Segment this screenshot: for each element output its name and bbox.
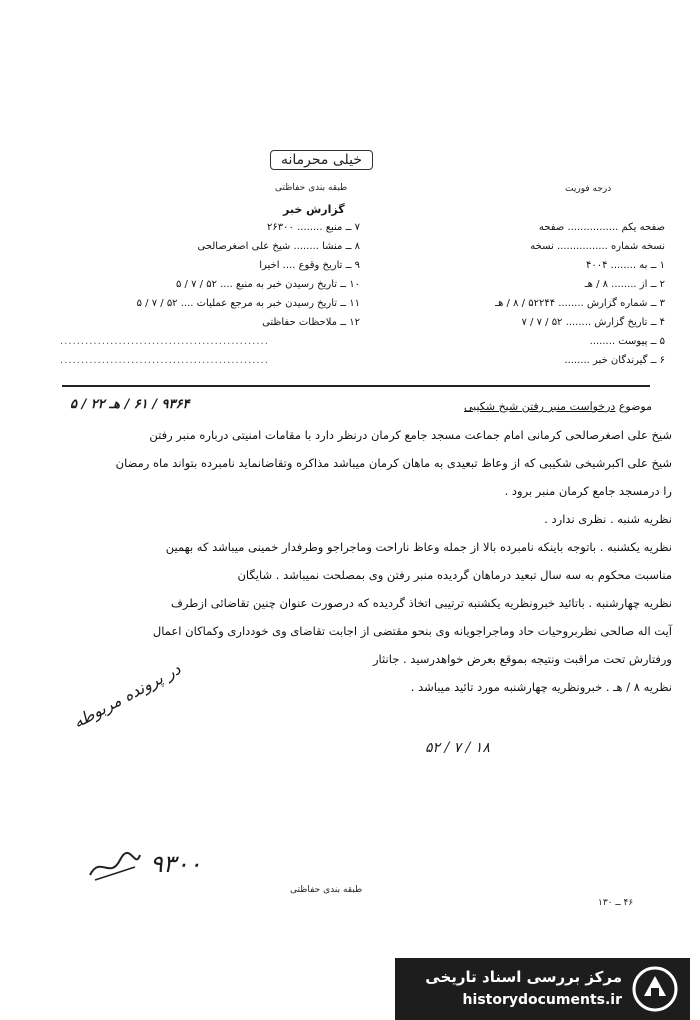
urgency-label: درجه فوریت	[565, 184, 612, 194]
field-line: صفحه یکم ................ صفحه	[538, 222, 665, 233]
watermark-url[interactable]: historydocuments.ir	[462, 992, 622, 1008]
body-line: را درمسجد جامع کرمان منبر برود .	[504, 484, 672, 498]
field-line: ۱۰ ــ تاریخ رسیدن خبر به منبع .... ۵۲ / ۷ / ۵	[175, 279, 360, 290]
report-title: گزارش خبر	[283, 203, 345, 216]
field-line: ۷ ــ منبع ........ ۲۶۳۰۰	[267, 222, 360, 233]
field-line: ۴ ــ تاریخ گزارش ........ ۵۲ / ۷ / ۷	[521, 317, 665, 328]
fields-right	[365, 222, 665, 374]
body-line: نظریه ۸ / هـ . خبرونظریه چهارشنبه مورد تائید میباشد .	[410, 680, 672, 694]
field-line: ۶ ــ گیرندگان خبر ........	[564, 355, 665, 366]
footer-classification: طبقه بندی حفاظتی	[290, 885, 363, 895]
subject-line	[464, 400, 652, 413]
classification-label: طبقه بندی حفاظتی	[275, 183, 348, 193]
field-line: ۵ ــ پیوست ........	[589, 336, 665, 347]
file-number: ۹۳۶۴ / ۶۱ / هـ ۲۲ / ۵	[70, 397, 190, 412]
field-line: ۳ ــ شماره گزارش ........ ۵۲۲۴۴ / ۸ / هـ	[495, 298, 665, 309]
handwritten-number: ۹۳۰۰	[150, 850, 202, 878]
blank-line: ..................................................	[60, 336, 269, 347]
handwritten-note: در پرونده مربوطه	[70, 659, 184, 732]
field-line: ۱۲ ــ ملاحظات حفاظتی	[262, 317, 360, 328]
report-body	[52, 430, 672, 710]
body-line: ورفتارش تحت مراقبت ونتیجه بموقع بعرض خواهدرسید . جانثار	[372, 652, 672, 666]
archive-logo-icon	[632, 966, 678, 1012]
body-line: نظریه یکشنبه . باتوجه باینکه نامبرده بالا از جمله وعاظ ناراحت وماجراجو وطرفدار خمینی میباشد که بهمین	[165, 540, 672, 554]
subject-text: درخواست منبر رفتن شیخ شکیبی	[463, 400, 616, 413]
body-line: شیخ علی اکبرشیخی شکیبی که از وعاظ تبعیدی به ماهان کرمان میباشد مذاکره وتقاضانماید نامبرده بتواند ماه رمضان	[115, 456, 672, 470]
blank-line: ..................................................	[60, 355, 269, 366]
watermark-banner	[395, 958, 690, 1020]
field-line: ۱۱ ــ تاریخ رسیدن خبر به مرجع عملیات .... ۵۲ / ۷ / ۵	[136, 298, 360, 309]
field-line: ۸ ــ منشا ........ شیخ علی اصغرصالحی	[197, 241, 360, 252]
field-line: نسخه شماره ................ نسخه	[530, 241, 665, 252]
classification-stamp: خیلی محرمانه	[270, 150, 373, 170]
subject-label: موضوع	[618, 400, 652, 413]
watermark-title: مرکز بررسی اسناد تاریخی	[425, 968, 622, 986]
handwritten-date: ۵۲ / ۷ / ۱۸	[425, 740, 490, 756]
field-line: ۹ ــ تاریخ وقوع .... اخیرا	[259, 260, 360, 271]
fields-left	[60, 222, 360, 374]
field-line: ۱ ــ به ........ ۴۰۰۴	[585, 260, 665, 271]
body-line: نظریه چهارشنبه . باتائید خبرونظریه یکشنبه ترتیبی اتخاذ گردیده که درصورت عنوان چنین تقاضائی ازطرف	[170, 596, 672, 610]
body-line: آیت اله صالحی نظربروحیات حاد وماجراجویانه وی بنحو مقتضی از اجابت تقاضای وی خودداری وکماکان اعمال	[152, 624, 672, 638]
page-reference: ۴۶ ــ ۱۳۰	[598, 898, 634, 908]
field-line: ۲ ــ از ........ ۸ / هـ	[584, 279, 665, 290]
header-divider	[62, 385, 650, 387]
body-line: نظریه شنبه . نظری ندارد .	[544, 512, 672, 526]
scribble-mark	[85, 845, 145, 885]
body-line: مناسبت محکوم به سه سال تبعید درماهان گردیده منبر رفتن وی بمصلحت نمیباشد . شایگان	[237, 568, 672, 582]
body-line: شیخ علی اصغرصالحی کرمانی امام جماعت مسجد جامع کرمان درنظر دارد با مقامات امنیتی درباره منبر رفتن	[149, 428, 672, 442]
